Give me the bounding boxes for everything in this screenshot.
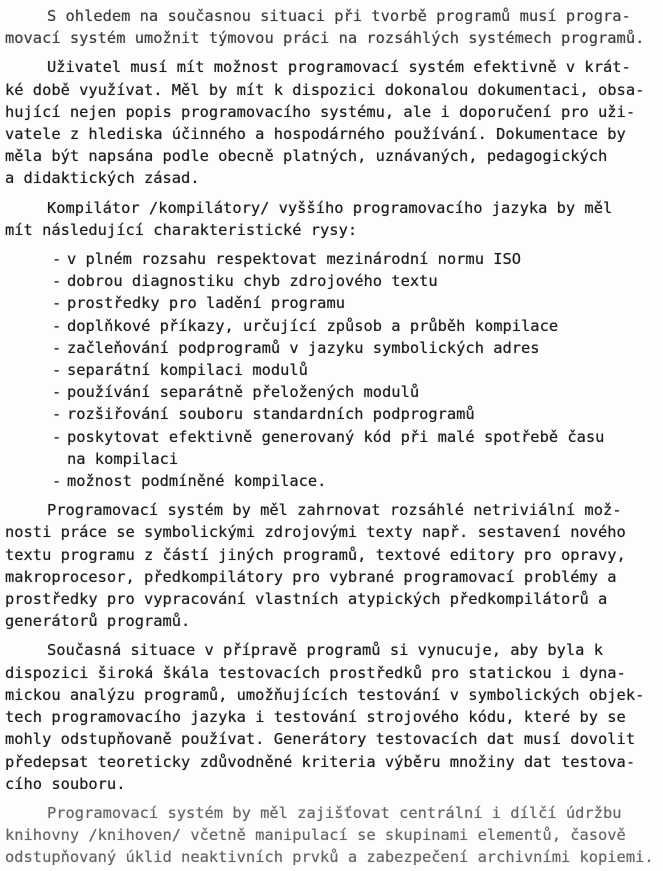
text-line: Kompilátor /kompilátory/ vyššího programovacího jazyka by měl: [47, 198, 613, 217]
list-item-line: používání separátně přeložených modulů: [67, 383, 420, 402]
list-item-line: prostředky pro ladění programu: [67, 294, 345, 313]
document-body: [5, 5, 661, 869]
paragraph-library-maintenance: [5, 802, 661, 869]
list-item: [5, 470, 661, 492]
text-line: cího souboru.: [5, 774, 126, 793]
text-line: mít následující charakteristické rysy:: [5, 220, 358, 239]
text-line: movací systém umožnit týmovou práci na rozsáhlých systémech programů.: [5, 29, 645, 48]
text-line: odstupňovaný úklid neaktivních prvků a zabezpečení archivními kopiemi.: [5, 848, 654, 867]
list-item: [5, 337, 661, 359]
paragraph-intro-teamwork: [5, 5, 661, 49]
text-line: Uživatel musí mít možnost programovací systém efektivně v krát-: [47, 58, 631, 77]
text-line: mohly odstupňovaně používat. Generátory testovacích dat musí dovolit: [5, 730, 636, 749]
bullet-dash: -: [52, 316, 62, 335]
text-line: a didaktických zásad.: [5, 169, 200, 188]
text-line: Programovací systém by měl zajišťovat centrální i dílčí údržbu: [47, 803, 622, 822]
paragraph-testing-tools: [5, 639, 661, 794]
text-line: tech programovacího jazyka i testování strojového kódu, které by se: [5, 708, 626, 727]
list-item-line: rozšiřování souboru standardních podprogramů: [67, 405, 475, 424]
list-item: [5, 381, 661, 403]
text-line: dispozici široká škála testovacích prostředků pro statickou i dyna-: [5, 663, 626, 682]
list-item-line: dobrou diagnostiku chyb zdrojového textu: [67, 272, 438, 291]
bullet-dash: -: [52, 383, 62, 402]
text-line: S ohledem na současnou situaci při tvorbě programů musí progra-: [47, 7, 631, 25]
bullet-dash: -: [52, 472, 62, 491]
bullet-dash: -: [52, 361, 62, 380]
list-item-line: separátní kompilaci modulů: [67, 361, 308, 380]
list-item-line: začleňování podprogramů v jazyku symbolických adres: [67, 338, 540, 357]
paragraph-source-text-tools: [5, 499, 661, 632]
text-line: měla být napsána podle obecně platných, uznávaných, pedagogických: [5, 147, 608, 166]
bullet-dash: -: [52, 338, 62, 357]
list-item: [5, 292, 661, 314]
list-item-line: poskytovat efektivně generovaný kód při malé spotřebě času: [67, 427, 605, 446]
text-line: ké době využívat. Měl by mít k dispozici dokonalou dokumentaci, obsa-: [5, 80, 645, 99]
bullet-dash: -: [52, 250, 62, 269]
text-line: Současná situace v přípravě programů si vynucuje, aby byla k: [47, 641, 603, 660]
bullet-dash: -: [52, 294, 62, 313]
bullet-dash: -: [52, 427, 62, 446]
compiler-requirements-list: [5, 248, 661, 492]
bullet-dash: -: [52, 272, 62, 291]
paragraph-user-documentation: [5, 56, 661, 189]
text-line: Programovací systém by měl zahrnovat rozsáhlé netriviální mož-: [47, 501, 622, 520]
text-line: generátorů programů.: [5, 612, 191, 631]
list-item-line: doplňkové příkazy, určující způsob a průběh kompilace: [67, 316, 559, 335]
text-line: knihovny /knihoven/ včetně manipulací se skupinami elementů, časově: [5, 826, 626, 845]
text-line: makroprocesor, předkompilátory pro vybrané programovací problémy a: [5, 567, 617, 586]
bullet-dash: -: [52, 405, 62, 424]
text-line: prostředky pro vypracování vlastních atypických předkompilátorů a: [5, 590, 608, 609]
list-item-line: na kompilaci: [67, 449, 179, 468]
list-item: [5, 315, 661, 337]
list-item: [5, 426, 661, 470]
list-item: [5, 248, 661, 270]
list-item: [5, 359, 661, 381]
text-line: předepsat teoreticky zdůvodněné kriteria výběru množiny dat testova-: [5, 752, 636, 771]
text-line: hující nejen popis programovacího systému, ale i doporučení pro uži-: [5, 102, 636, 121]
text-line: nosti práce se symbolickými zdrojovými texty např. sestavení nového: [5, 523, 626, 542]
paragraph-compiler-intro: [5, 197, 661, 241]
list-item: [5, 403, 661, 425]
text-line: textu programu z částí jiných programů, textové editory pro opravy,: [5, 545, 626, 564]
list-item: [5, 270, 661, 292]
list-item-line: v plném rozsahu respektovat mezinárodní normu ISO: [67, 250, 522, 269]
text-line: mickou analýzu programů, umožňujících testování v symbolických objek-: [5, 685, 645, 704]
list-item-line: možnost podmíněné kompilace.: [67, 472, 327, 491]
text-line: vatele z hlediska účinného a hospodárného používání. Dokumentace by: [5, 125, 626, 144]
